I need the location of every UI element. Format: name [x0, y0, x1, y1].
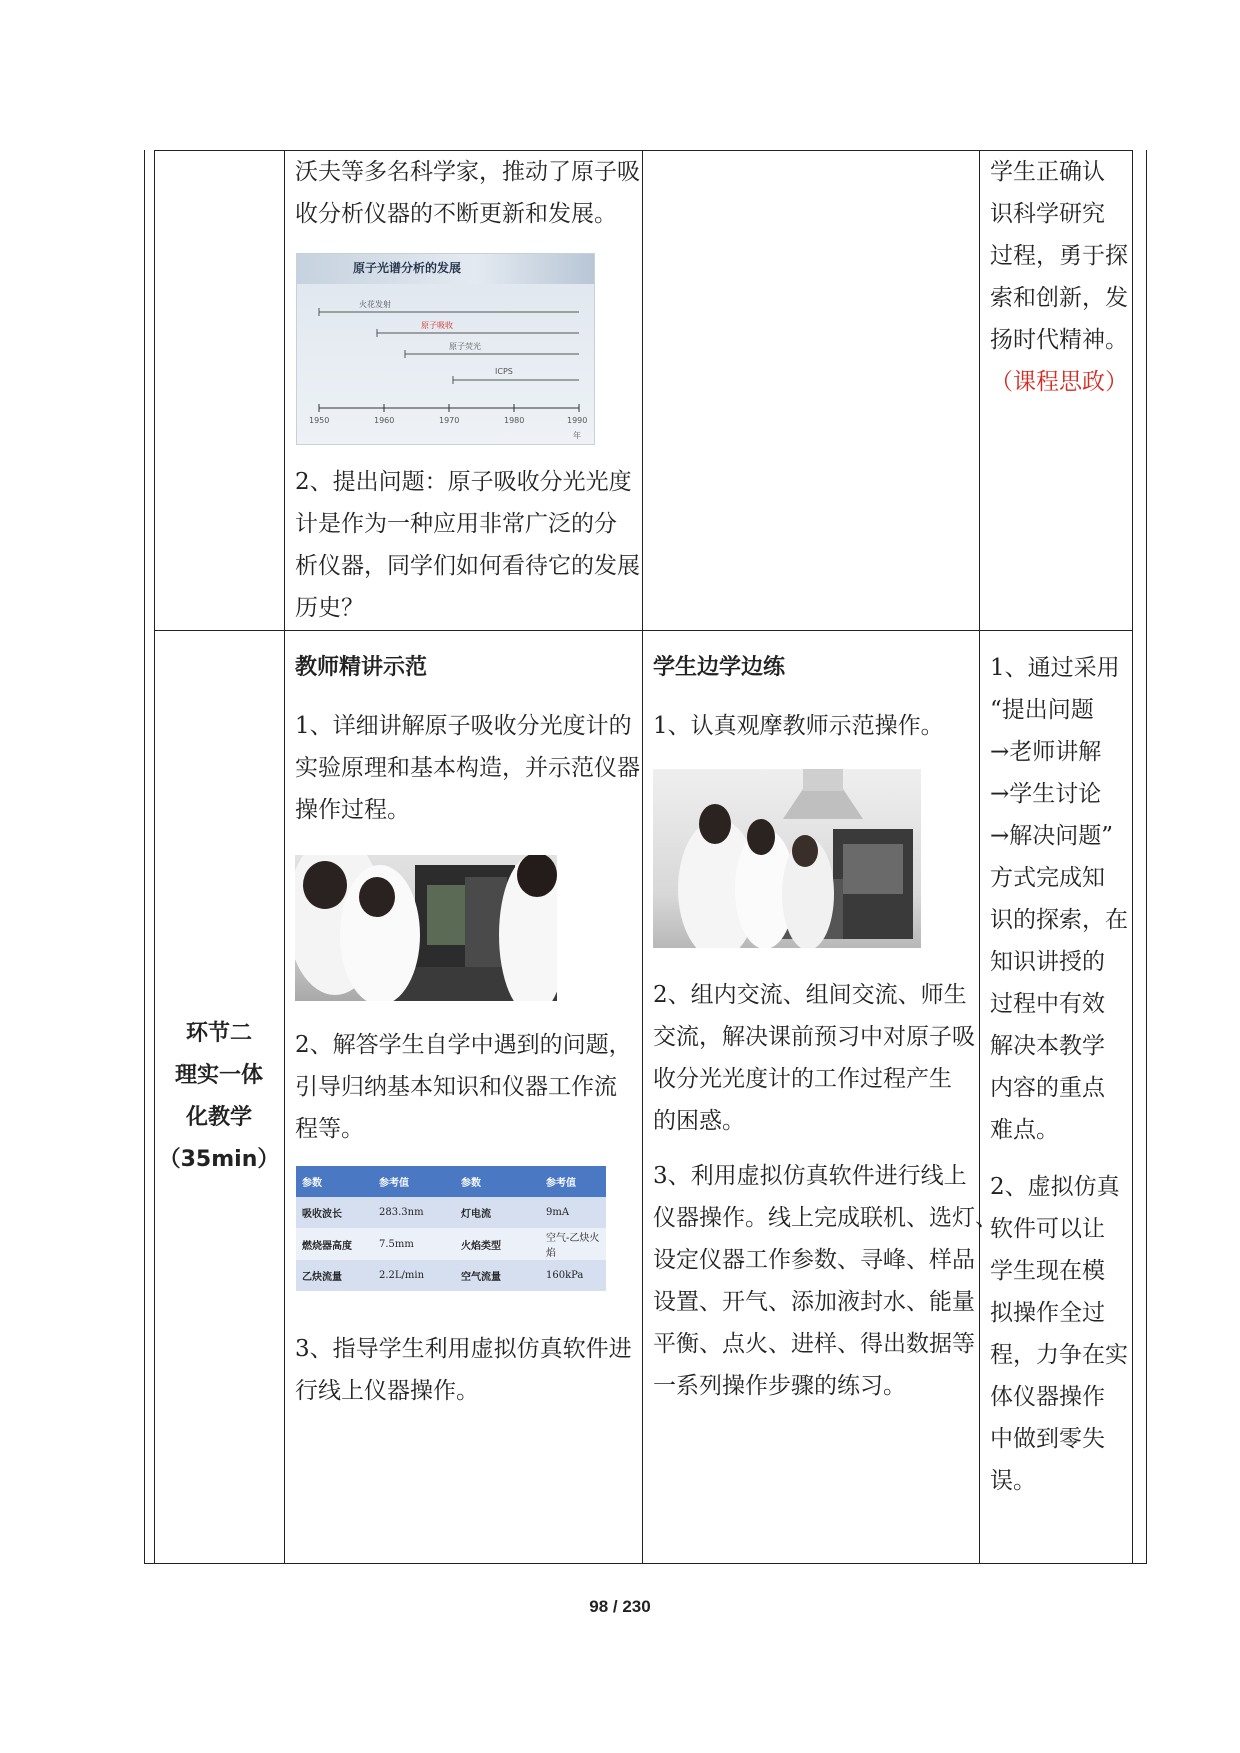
timeline-entry-icps: ICPS	[495, 367, 513, 376]
intent-point-2-line-7: 中做到零失	[990, 1426, 1105, 1452]
teacher-step-2-line-3: 程等。	[295, 1116, 364, 1142]
teacher-step-3-line-1: 3、指导学生利用虚拟仿真软件进	[295, 1336, 632, 1362]
param-value: 空气-乙炔火焰	[546, 1233, 600, 1259]
section-line-4: （35min）	[158, 1147, 280, 1172]
param-name: 灯电流	[461, 1209, 491, 1220]
teacher-step-2-line-1: 2、解答学生自学中遇到的问题，	[295, 1032, 632, 1058]
student-step-2-line-4: 的困惑。	[653, 1108, 745, 1134]
student-step-2-line-1: 2、组内交流、组间交流、师生	[653, 982, 967, 1008]
timeline-axis-unit: 年	[573, 431, 581, 440]
table-row	[296, 1197, 606, 1228]
intent-point-2-line-4: 拟操作全过	[990, 1300, 1105, 1326]
question-line-4: 历史？	[295, 595, 364, 621]
section-line-1: 环节二	[185, 1021, 252, 1046]
student-step-2-line-3: 收分光光度计的工作过程产生	[653, 1066, 952, 1092]
param-value: 2.2L/min	[379, 1270, 425, 1281]
timeline-entry-spark: 火花发射	[359, 300, 391, 309]
student-step-2-line-2: 交流，解决课前预习中对原子吸	[653, 1024, 975, 1050]
table-border-left	[144, 150, 145, 1564]
question-paragraph	[295, 461, 640, 629]
intent-point-2	[990, 1166, 1128, 1502]
history-paragraph	[295, 151, 640, 235]
intent-point-1-line-9: 过程中有效	[990, 991, 1105, 1017]
param-name: 火焰类型	[461, 1240, 501, 1252]
intent-point-2-line-2: 软件可以让	[990, 1216, 1105, 1242]
timeline-entry-absorption: 原子吸收	[421, 321, 453, 330]
intent-point-1-line-8: 知识讲授的	[990, 949, 1105, 975]
intent-point-2-line-8: 误。	[990, 1468, 1036, 1494]
column-divider-2	[642, 150, 643, 1564]
section-line-2: 理实一体	[174, 1063, 263, 1088]
student-step-3-line-3: 设定仪器工作参数、寻峰、样品	[653, 1247, 975, 1273]
intent-point-2-line-6: 体仪器操作	[990, 1384, 1105, 1410]
intent-point-1	[990, 647, 1128, 1151]
column-divider-1	[284, 150, 285, 1564]
param-header-value-2: 参考值	[546, 1178, 576, 1189]
param-name: 吸收波长	[302, 1209, 342, 1220]
param-header-name-2: 参数	[461, 1178, 481, 1189]
intent-top-line-1: 学生正确认	[990, 159, 1105, 185]
ideology-tag: （课程思政）	[990, 369, 1128, 395]
intent-point-1-line-10: 解决本教学	[990, 1033, 1105, 1059]
intent-top-line-3: 过程，勇于探	[990, 243, 1128, 269]
timeline-year-1990: 1990	[567, 416, 588, 425]
timeline-year-1970: 1970	[439, 416, 460, 425]
intent-point-1-line-7: 识的探索，在	[990, 907, 1128, 933]
table-border-left-inner	[154, 150, 155, 1564]
page-number: 98 / 230	[589, 1597, 651, 1616]
teacher-step-1-line-2: 实验原理和基本构造，并示范仪器	[295, 755, 640, 781]
intent-point-1-line-11: 内容的重点	[990, 1075, 1105, 1101]
student-step-3	[653, 1155, 998, 1407]
intent-point-1-line-5: →解决问题”	[990, 823, 1114, 849]
intent-top-line-4: 索和创新，发	[990, 285, 1128, 311]
intent-point-2-line-3: 学生现在模	[990, 1258, 1105, 1284]
intent-point-1-line-2: “提出问题	[990, 697, 1094, 723]
teacher-demo-photo-drawing	[295, 855, 557, 1001]
param-name: 空气流量	[461, 1272, 501, 1283]
instrument-parameter-table	[296, 1166, 606, 1291]
question-line-2: 计是作为一种应用非常广泛的分	[295, 511, 617, 537]
param-value: 283.3nm	[379, 1207, 424, 1218]
table-border-right	[1146, 150, 1147, 1564]
teacher-step-1-line-1: 1、详细讲解原子吸收分光度计的	[295, 713, 632, 739]
intent-point-2-line-1: 2、虚拟仿真	[990, 1174, 1120, 1200]
intent-top-paragraph	[990, 151, 1128, 403]
teacher-step-2	[295, 1024, 632, 1150]
param-table-header-row	[296, 1166, 606, 1197]
spectral-analysis-timeline-image	[296, 253, 595, 445]
table-bottom-border	[144, 1563, 1146, 1564]
student-practice-heading: 学生边学边练	[653, 655, 786, 680]
intent-top-line-2: 识科学研究	[990, 201, 1105, 227]
intent-point-1-line-3: →老师讲解	[990, 739, 1102, 765]
intent-point-1-line-1: 1、通过采用	[990, 655, 1120, 681]
student-step-3-line-4: 设置、开气、添加液封水、能量	[653, 1289, 975, 1315]
timeline-year-1950: 1950	[309, 416, 330, 425]
param-value: 160kPa	[546, 1270, 584, 1281]
timeline-year-1960: 1960	[374, 416, 395, 425]
intent-point-1-line-6: 方式完成知	[990, 865, 1105, 891]
student-step-3-line-1: 3、利用虚拟仿真软件进行线上	[653, 1163, 967, 1189]
question-line-1: 2、提出问题：原子吸收分光光度	[295, 469, 632, 495]
student-step-3-line-5: 平衡、点火、进样、得出数据等	[653, 1331, 975, 1357]
intent-top-line-5: 扬时代精神。	[990, 327, 1128, 353]
param-header-name-1: 参数	[302, 1178, 322, 1189]
teacher-step-3-line-2: 行线上仪器操作。	[295, 1378, 479, 1404]
table-row	[296, 1228, 606, 1260]
teacher-step-1-line-3: 操作过程。	[295, 797, 410, 823]
teacher-step-1	[295, 705, 640, 831]
intent-point-1-line-12: 难点。	[990, 1117, 1059, 1143]
history-line-2: 收分析仪器的不断更新和发展。	[295, 201, 617, 227]
timeline-entry-fluorescence: 原子荧光	[449, 342, 481, 351]
history-line-1: 沃夫等多名科学家，推动了原子吸	[295, 159, 640, 185]
param-value: 9mA	[546, 1207, 570, 1218]
teacher-demo-heading: 教师精讲示范	[295, 655, 428, 680]
student-step-2	[653, 974, 975, 1142]
row-divider	[154, 630, 1132, 631]
table-border-right-inner	[1132, 150, 1133, 1564]
student-lab-photo-drawing	[653, 769, 921, 948]
student-step-3-line-6: 一系列操作步骤的练习。	[653, 1373, 906, 1399]
timeline-title: 原子光谱分析的发展	[353, 261, 462, 275]
param-header-value-1: 参考值	[379, 1178, 409, 1189]
student-step-1: 1、认真观摩教师示范操作。	[653, 713, 944, 739]
question-line-3: 析仪器，同学们如何看待它的发展	[295, 553, 640, 579]
param-name: 燃烧器高度	[302, 1240, 352, 1252]
student-step-3-line-2: 仪器操作。线上完成联机、选灯、	[653, 1205, 998, 1231]
param-name: 乙炔流量	[302, 1272, 342, 1283]
teacher-step-3	[295, 1328, 632, 1412]
param-value: 7.5mm	[379, 1238, 414, 1250]
intent-point-2-line-5: 程，力争在实	[990, 1342, 1128, 1368]
table-row	[296, 1260, 606, 1291]
teacher-step-2-line-2: 引导归纳基本知识和仪器工作流	[295, 1074, 617, 1100]
section-line-3: 化教学	[185, 1105, 252, 1130]
teacher-demo-photo	[295, 855, 557, 1001]
timeline-year-1980: 1980	[504, 416, 525, 425]
student-lab-photo	[653, 769, 921, 948]
section-name	[154, 1013, 284, 1181]
intent-point-1-line-4: →学生讨论	[990, 781, 1102, 807]
